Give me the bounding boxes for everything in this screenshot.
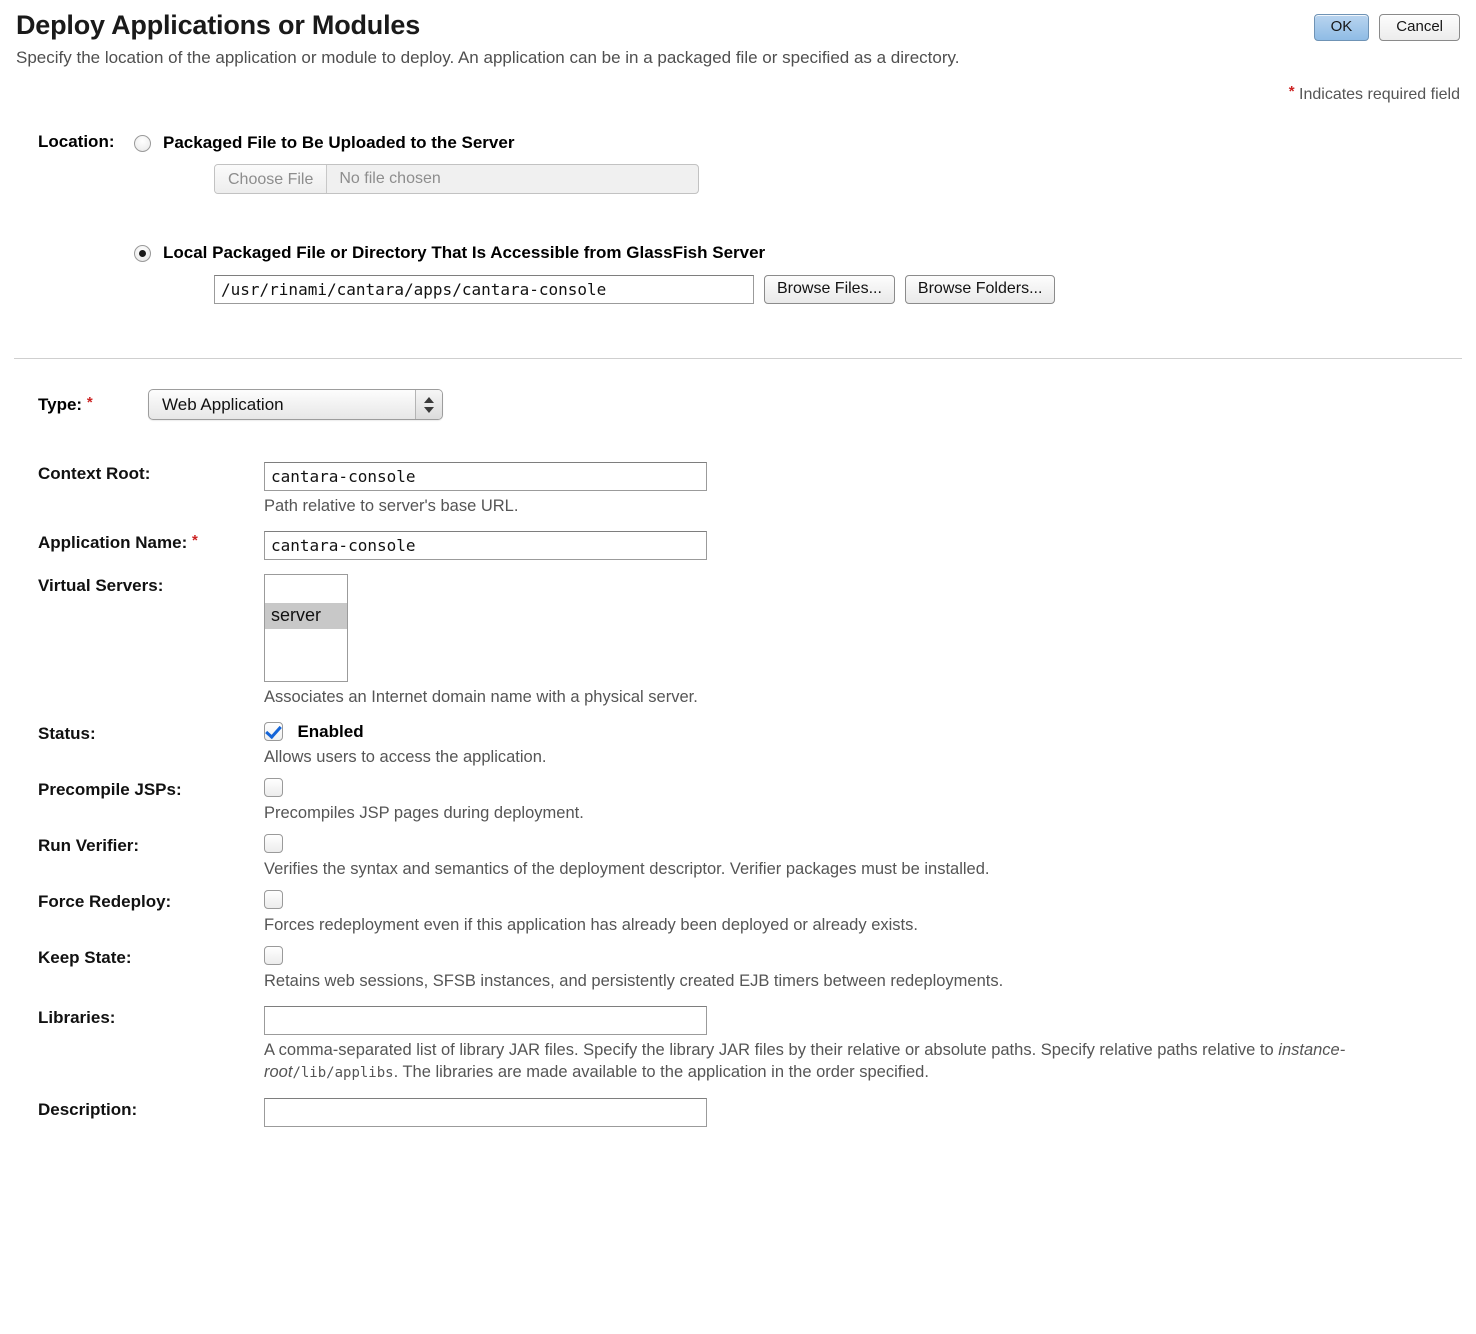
context-root-label: Context Root: xyxy=(38,464,151,483)
description-label: Description: xyxy=(38,1100,138,1119)
radio-upload-packaged-file-label: Packaged File to Be Uploaded to the Server xyxy=(163,133,515,152)
file-chooser[interactable] xyxy=(214,164,699,194)
browse-folders-button[interactable]: Browse Folders... xyxy=(905,275,1055,304)
ok-button[interactable]: OK xyxy=(1314,14,1370,41)
application-name-required-asterisk-icon: * xyxy=(191,532,198,549)
list-item[interactable]: server xyxy=(265,603,347,629)
status-hint: Allows users to access the application. xyxy=(264,748,547,766)
run-verifier-hint: Verifies the syntax and semantics of the deployment descriptor. Verifier packages must be installed. xyxy=(264,860,990,878)
chevron-up-icon xyxy=(424,397,434,403)
location-upload-row xyxy=(14,132,1462,154)
page-title: Deploy Applications or Modules xyxy=(16,10,421,40)
run-verifier-checkbox[interactable] xyxy=(264,834,283,853)
chevron-down-icon xyxy=(424,407,434,413)
libraries-hint-italic: instance-root xyxy=(264,1041,1346,1081)
location-local-row xyxy=(14,242,1462,264)
precompile-jsps-row xyxy=(14,778,1462,824)
virtual-servers-hint: Associates an Internet domain name with a physical server. xyxy=(264,688,698,706)
virtual-servers-listbox[interactable] xyxy=(264,574,348,682)
type-required-asterisk-icon: * xyxy=(86,393,93,411)
page-subtitle: Specify the location of the application or module to deploy. An application can be in a packaged file or specified as a directory. xyxy=(16,48,960,67)
keep-state-hint: Retains web sessions, SFSB instances, and persistently created EJB timers between redeployments. xyxy=(264,972,1004,990)
libraries-row xyxy=(14,1006,1462,1084)
section-divider xyxy=(14,358,1462,359)
application-name-input[interactable] xyxy=(264,531,707,560)
description-input[interactable] xyxy=(264,1098,707,1127)
type-row xyxy=(14,389,1462,420)
deployment-form xyxy=(14,462,1462,1127)
local-path-input[interactable] xyxy=(214,275,754,304)
type-select-value: Web Application xyxy=(162,394,284,414)
libraries-label: Libraries: xyxy=(38,1008,116,1027)
libraries-input[interactable] xyxy=(264,1006,707,1035)
status-label: Status: xyxy=(38,724,96,743)
precompile-jsps-label: Precompile JSPs: xyxy=(38,780,182,799)
run-verifier-label: Run Verifier: xyxy=(38,836,140,855)
libraries-hint-mono: /lib/applibs xyxy=(292,1065,394,1081)
required-field-note xyxy=(14,83,1462,104)
keep-state-checkbox[interactable] xyxy=(264,946,283,965)
precompile-jsps-checkbox[interactable] xyxy=(264,778,283,797)
virtual-servers-row xyxy=(14,574,1462,708)
cancel-button[interactable]: Cancel xyxy=(1379,14,1460,41)
application-name-label: Application Name: * xyxy=(38,532,198,552)
header-buttons xyxy=(1314,14,1460,41)
precompile-jsps-hint: Precompiles JSP pages during deployment. xyxy=(264,804,584,822)
libraries-hint xyxy=(264,1039,1454,1084)
run-verifier-row xyxy=(14,834,1462,880)
file-status-text: No file chosen xyxy=(339,170,441,187)
dialog-header xyxy=(14,0,1462,68)
location-section xyxy=(14,132,1462,332)
status-enabled-checkbox[interactable] xyxy=(264,722,283,741)
force-redeploy-label: Force Redeploy: xyxy=(38,892,172,911)
force-redeploy-hint: Forces redeployment even if this application has already been deployed or already exists. xyxy=(264,916,918,934)
browse-files-button[interactable]: Browse Files... xyxy=(764,275,895,304)
virtual-servers-label: Virtual Servers: xyxy=(38,576,164,595)
keep-state-label: Keep State: xyxy=(38,948,132,967)
radio-upload-packaged-file[interactable] xyxy=(134,135,151,152)
context-root-row xyxy=(14,462,1462,517)
libraries-hint-part1: A comma-separated list of library JAR files. Specify the library JAR files by their relative or absolute paths. Specify relative paths relative to xyxy=(264,1041,1279,1059)
required-asterisk-icon: * xyxy=(1288,83,1295,100)
force-redeploy-checkbox[interactable] xyxy=(264,890,283,909)
updown-arrows-icon[interactable] xyxy=(415,390,442,419)
keep-state-row xyxy=(14,946,1462,992)
context-root-input[interactable] xyxy=(264,462,707,491)
context-root-hint: Path relative to server's base URL. xyxy=(264,497,519,515)
location-label: Location: xyxy=(38,132,115,151)
required-field-text: Indicates required field xyxy=(1299,86,1460,103)
libraries-hint-part2: . The libraries are made available to the application in the order specified. xyxy=(393,1063,929,1081)
choose-file-button[interactable]: Choose File xyxy=(215,165,327,193)
status-row xyxy=(14,722,1462,768)
type-select[interactable] xyxy=(148,389,443,420)
status-enabled-label: Enabled xyxy=(297,722,364,741)
status-checkbox-wrapper[interactable] xyxy=(264,722,1462,742)
radio-local-packaged-file-label: Local Packaged File or Directory That Is Accessible from GlassFish Server xyxy=(163,243,766,262)
type-label: Type: * xyxy=(38,393,93,414)
description-row xyxy=(14,1098,1462,1127)
force-redeploy-row xyxy=(14,890,1462,936)
radio-local-packaged-file[interactable] xyxy=(134,245,151,262)
local-path-row xyxy=(214,275,1462,304)
application-name-row xyxy=(14,531,1462,560)
